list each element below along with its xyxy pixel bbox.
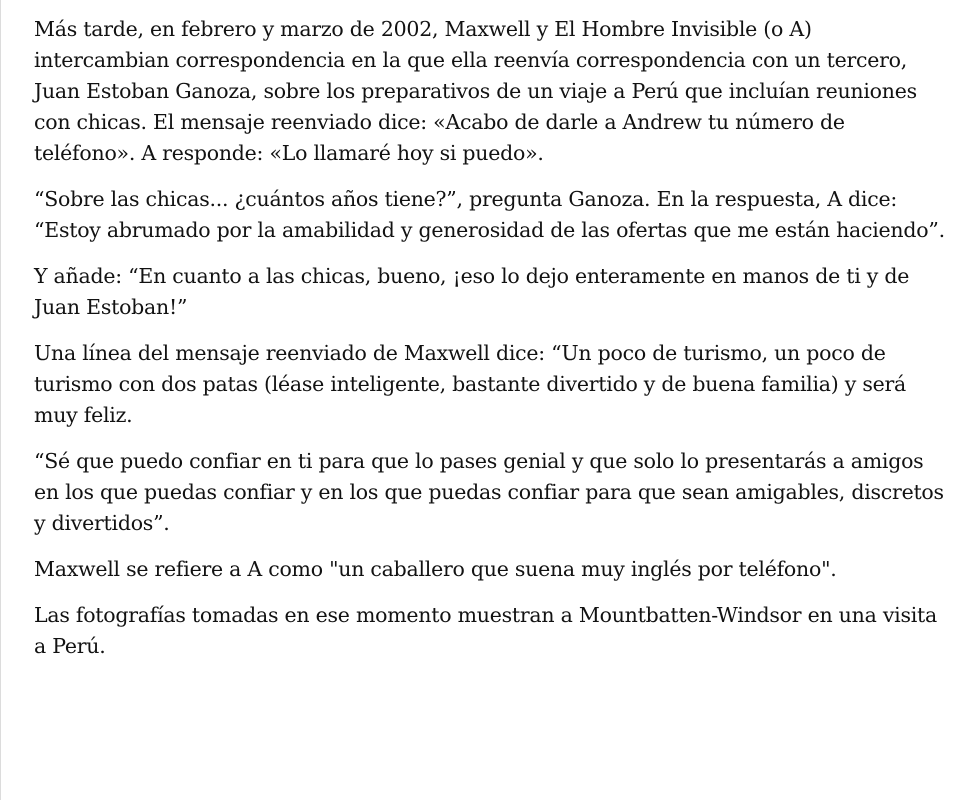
article-paragraph: Las fotografías tomadas en ese momento muestran a Mountbatten-Windsor en una visita a Perú.	[34, 603, 937, 658]
article-paragraph: Maxwell se refiere a A como "un caballero que suena muy inglés por teléfono".	[34, 557, 837, 581]
article-body	[34, 14, 946, 677]
article-paragraph: Una línea del mensaje reenviado de Maxwell dice: “Un poco de turismo, un poco de turismo con dos patas (léase inteligente, bastante divertido y de buena familia) y será muy feliz.	[34, 341, 907, 427]
article-paragraph: “Sobre las chicas... ¿cuántos años tiene?”, pregunta Ganoza. En la respuesta, A dice: “Estoy abrumado por la amabilidad y generosidad de las ofertas que me están haciendo”.	[34, 187, 945, 242]
article-paragraph: Más tarde, en febrero y marzo de 2002, Maxwell y El Hombre Invisible (o A) intercambian correspondencia en la que ella reenvía correspondencia con un tercero, Juan Estoban Ganoza, sobre los preparativos de un viaje a Perú que incluían reuniones con chicas. El mensaje reenviado dice: «Acabo de darle a Andrew tu número de teléfono». A responde: «Lo llamaré hoy si puedo».	[34, 17, 917, 165]
article-paragraph: Y añade: “En cuanto a las chicas, bueno, ¡eso lo dejo enteramente en manos de ti y de Juan Estoban!”	[34, 264, 910, 319]
article-paragraph: “Sé que puedo confiar en ti para que lo pases genial y que solo lo presentarás a amigos en los que puedas confiar y en los que puedas confiar para que sean amigables, discretos y divertidos”.	[34, 449, 944, 535]
left-divider	[0, 0, 1, 800]
